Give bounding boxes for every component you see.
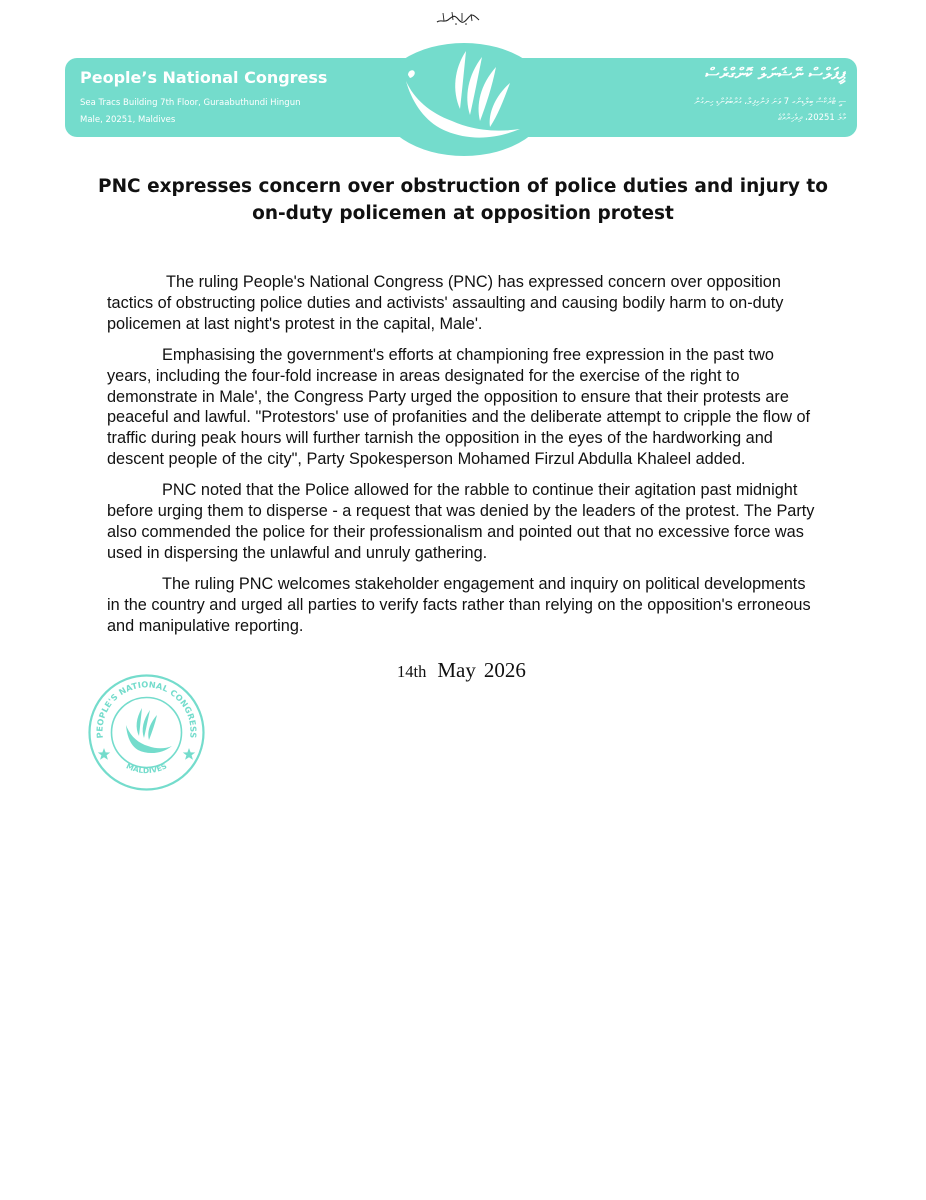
- body-paragraph-1: The ruling People's National Congress (PNC) has expressed concern over opposition tactics of obstructing police duties and activists' assaulting and causing bodily harm to on-duty policemen at last night's protest in the capital, Male'.: [107, 273, 784, 333]
- seal-dove-icon: [126, 708, 172, 753]
- org-address-line1: Sea Tracs Building 7th Floor, Guraabuthundi Hingun: [80, 98, 301, 108]
- release-date: [397, 658, 526, 683]
- dhivehi-address-line1: ސީ ޓްރެކްސް ބިލްޑިންގ 7 ވަނަ ފަންގިފިލާ، ގުރާބުތުންޑި ހިނގުން: [694, 97, 846, 107]
- bismillah-calligraphy: [435, 10, 481, 26]
- body-paragraph-4: The ruling PNC welcomes stakeholder engagement and inquiry on political developments in the country and urged all parties to verify facts rather than relying on the opposition's erroneous and manipulative reporting.: [107, 575, 811, 635]
- seal-star-left-icon: [98, 748, 110, 760]
- svg-text:MALDIVES: [125, 761, 168, 775]
- seal-star-right-icon: [183, 748, 195, 760]
- org-name: People’s National Congress: [80, 68, 328, 87]
- seal-bottom-text: MALDIVES: [124, 761, 169, 776]
- dhivehi-org-name: ޕީޕަލްސް ނޭޝަނަލް ކޮންގްރެސް: [705, 64, 846, 83]
- org-address-line2: Male, 20251, Maldives: [80, 115, 176, 125]
- seal-top-text: PEOPLE'S NATIONAL CONGRESS: [94, 679, 199, 739]
- dhivehi-address-line2: މާލެ 20251، ދިވެހިރާއްޖެ: [777, 113, 846, 123]
- date-month: May: [437, 658, 476, 682]
- press-release-headline: PNC expresses concern over obstruction of police duties and injury to on-duty policemen at opposition protest: [98, 176, 828, 224]
- body-paragraph-2: Emphasising the government's efforts at championing free expression in the past two years, including the four-fold increase in areas designated for the exercise of the right to demonstrate in Male', the Congress Party urged the opposition to ensure that their protests are peaceful and lawful. "Protestors' use of profanities and the deliberate attempt to cripple the flow of traffic during peak hours will further tarnish the opposition in the eyes of the hardworking and descent people of the city", Party Spokesperson Mohamed Firzul Abdulla Khaleel added.: [107, 345, 811, 468]
- pnc-dove-logo-icon: [400, 45, 530, 153]
- party-seal-stamp: [86, 672, 207, 793]
- body-paragraph-3: PNC noted that the Police allowed for the rabble to continue their agitation past midnight before urging them to disperse - a request that was denied by the leaders of the protest. The Party also commended the police for their professionalism and pointed out that no excessive force was used in dispersing the unlawful and unruly gathering.: [107, 481, 815, 562]
- date-day: 14th: [397, 662, 427, 681]
- press-release-body: [107, 272, 822, 647]
- date-year: 2026: [483, 658, 526, 682]
